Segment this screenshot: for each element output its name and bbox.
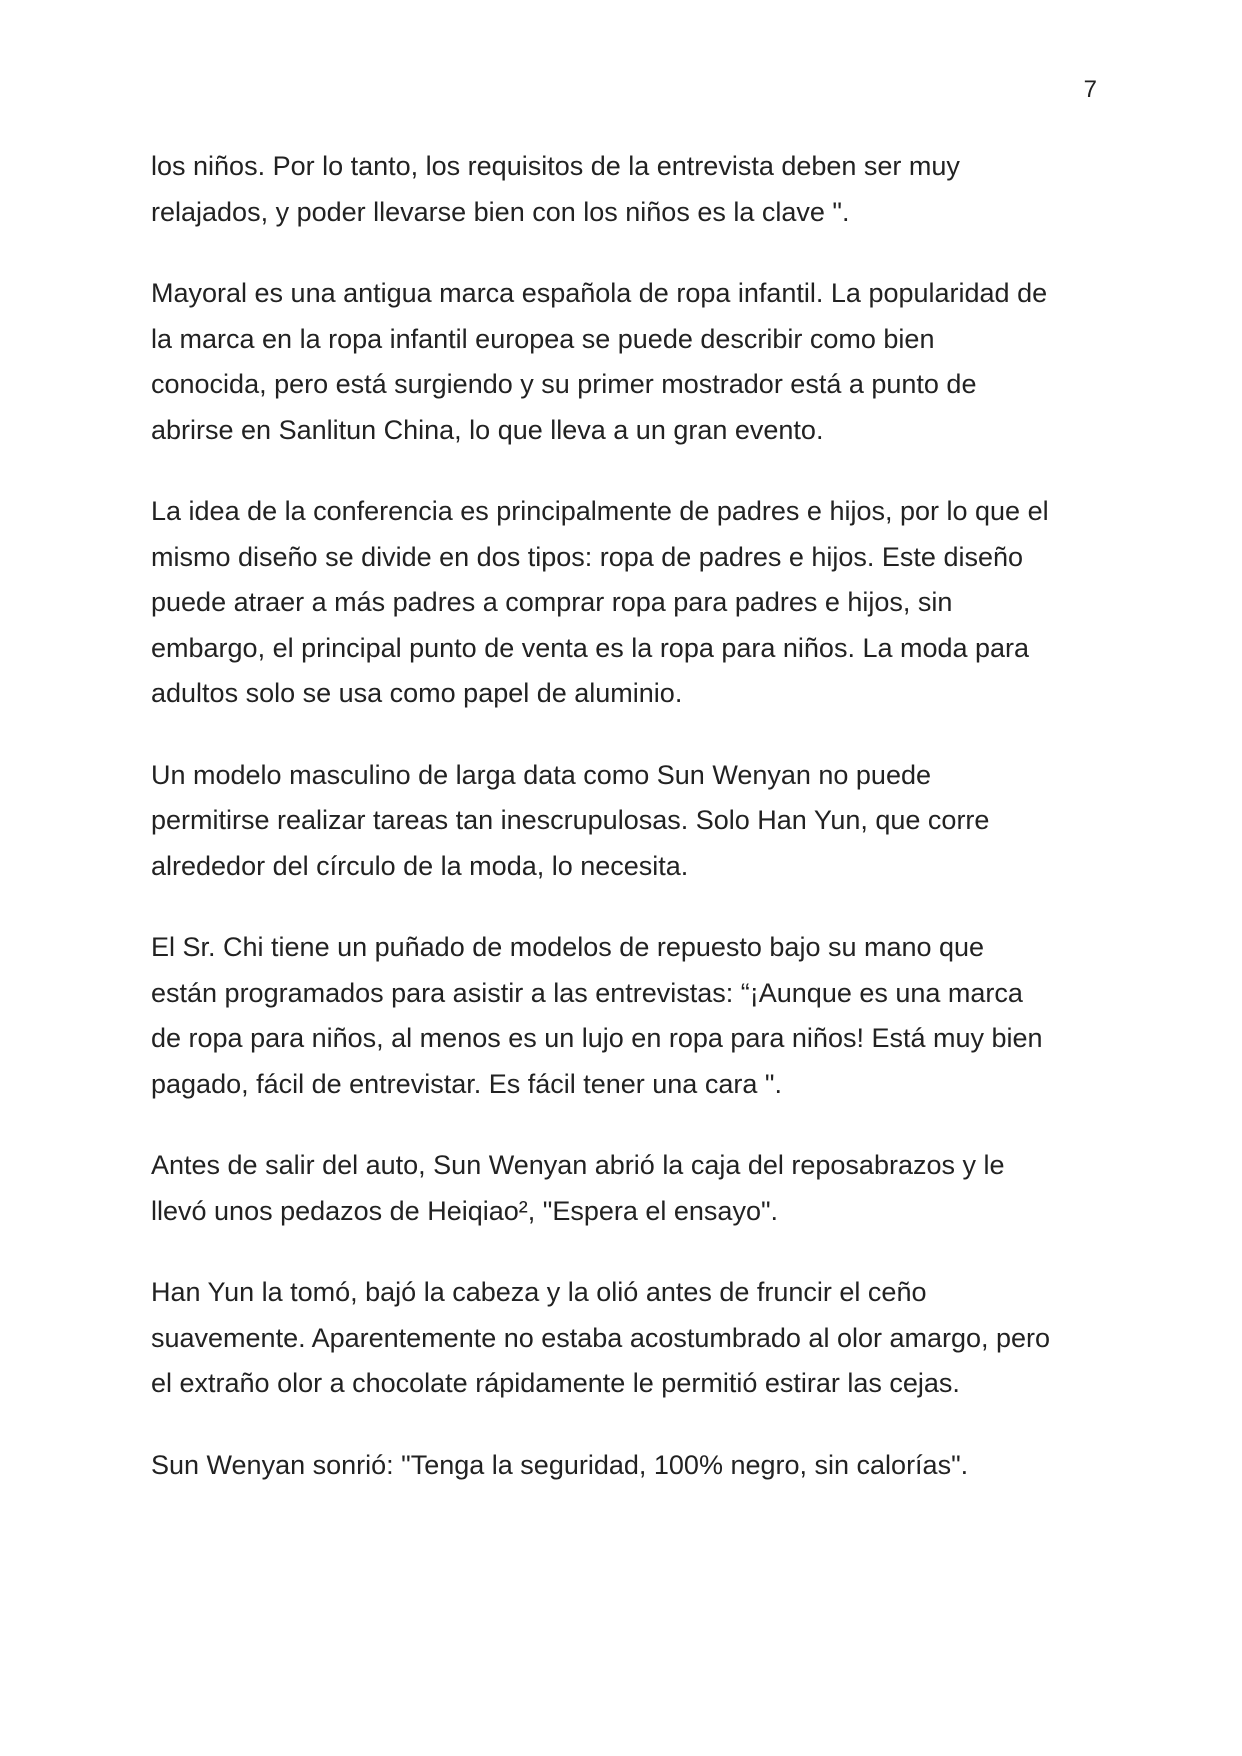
text-line: embargo, el principal punto de venta es la ropa para niños. La moda para <box>151 632 1030 663</box>
paragraph <box>151 753 1101 890</box>
text-line: el extraño olor a chocolate rápidamente le permitió estirar las cejas. <box>151 1368 960 1398</box>
body-text <box>151 144 1101 1524</box>
text-line: llevó unos pedazos de Heiqiao², "Espera el ensayo". <box>151 1195 779 1226</box>
text-line: pagado, fácil de entrevistar. Es fácil tener una cara ". <box>151 1068 782 1099</box>
text-line: mismo diseño se divide en dos tipos: ropa de padres e hijos. Este diseño <box>151 541 1024 572</box>
paragraph <box>151 1270 1101 1407</box>
text-line: puede atraer a más padres a comprar ropa para padres e hijos, sin <box>151 587 953 617</box>
text-line: Han Yun la tomó, bajó la cabeza y la olió antes de fruncir el ceño <box>151 1277 927 1307</box>
text-line: abrirse en Sanlitun China, lo que lleva a un gran evento. <box>151 414 824 445</box>
paragraph <box>151 1143 1101 1234</box>
text-line: conocida, pero está surgiendo y su primer mostrador está a punto de <box>151 369 977 399</box>
text-line: los niños. Por lo tanto, los requisitos de la entrevista deben ser muy <box>151 151 960 181</box>
text-line: suavemente. Aparentemente no estaba acostumbrado al olor amargo, pero <box>151 1322 1051 1353</box>
text-line: relajados, y poder llevarse bien con los niños es la clave ". <box>151 196 850 227</box>
text-line: adultos solo se usa como papel de aluminio. <box>151 678 683 708</box>
text-line: permitirse realizar tareas tan inescrupulosas. Solo Han Yun, que corre <box>151 805 990 835</box>
text-line: Un modelo masculino de larga data como Sun Wenyan no puede <box>151 759 931 790</box>
paragraph <box>151 925 1101 1107</box>
text-line: la marca en la ropa infantil europea se puede describir como bien <box>151 323 935 354</box>
page-number: 7 <box>1083 76 1097 103</box>
paragraph <box>151 144 1101 235</box>
text-line: Mayoral es una antigua marca española de ropa infantil. La popularidad de <box>151 278 1048 308</box>
paragraph <box>151 489 1101 717</box>
text-line: alrededor del círculo de la moda, lo necesita. <box>151 850 689 881</box>
paragraph <box>151 271 1101 453</box>
text-line: de ropa para niños, al menos es un lujo en ropa para niños! Está muy bien <box>151 1023 1043 1053</box>
text-line: Antes de salir del auto, Sun Wenyan abrió la caja del reposabrazos y le <box>151 1150 1005 1180</box>
paragraph <box>151 1443 1101 1489</box>
text-line: están programados para asistir a las entrevistas: “¡Aunque es una marca <box>151 977 1023 1008</box>
text-line: La idea de la conferencia es principalmente de padres e hijos, por lo que el <box>151 496 1049 526</box>
text-line: Sun Wenyan sonrió: "Tenga la seguridad, 100% negro, sin calorías". <box>151 1449 969 1480</box>
text-line: El Sr. Chi tiene un puñado de modelos de repuesto bajo su mano que <box>151 932 985 962</box>
